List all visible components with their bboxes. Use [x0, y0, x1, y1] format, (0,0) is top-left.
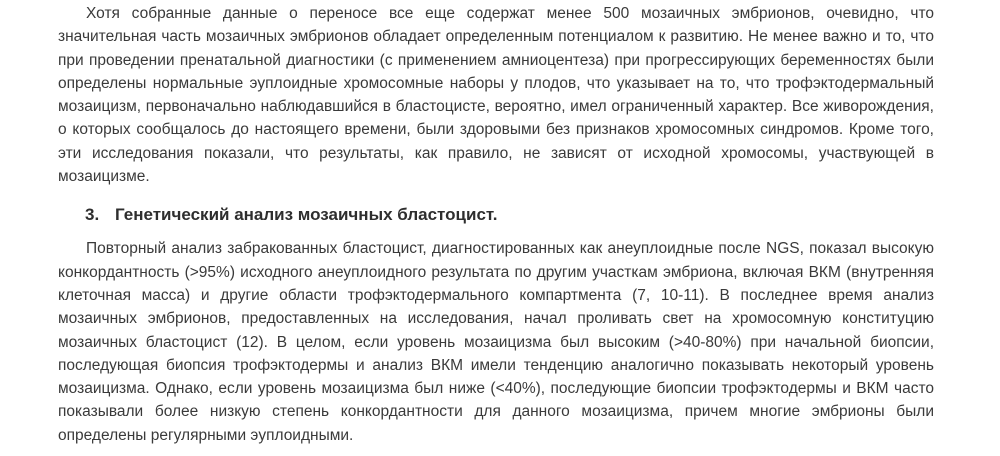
- section-heading: [58, 204, 934, 226]
- document-page: [58, 0, 934, 447]
- body-paragraph: Повторный анализ забракованных бластоцист, диагностированных как анеуплоидные после NGS, показал высокую конкордантность (>95%) исходного анеуплоидного результата по другим участкам эмбриона, включая ВКМ (внутренняя клеточная масса) и другие области трофэктодермального компартмента (7, 10-11). В последнее время анализ мозаичных эмбрионов, предоставленных на исследования, начал проливать свет на хромосомную конституцию мозаичных бластоцист (12). В целом, если уровень мозаицизма был высоким (>40-80%) при начальной биопсии, последующая биопсия трофэктодермы и анализ ВКМ имели тенденцию аналогично показывать некоторый уровень мозаицизма. Однако, если уровень мозаицизма был ниже (<40%), последующие биопсии трофэктодермы и ВКМ часто показывали более низкую степень конкордантности для данного мозаицизма, причем многие эмбрионы были определены регулярными эуплоидными.: [58, 240, 934, 444]
- section-number: 3.: [85, 205, 100, 225]
- body-paragraph: Хотя собранные данные о переносе все еще содержат менее 500 мозаичных эмбрионов, очевидно, что значительная часть мозаичных эмбрионов обладает определенным потенциалом к развитию. Не менее важно и то, что при проведении пренатальной диагностики (с применением амниоцентеза) при прогрессирующих беременностях были определены нормальные эуплоидные хромосомные наборы у плодов, что указывает на то, что трофэктодермальный мозаицизм, первоначально наблюдавшийся в бластоцисте, вероятно, имел ограниченный характер. Все живорождения, о которых сообщалось до настоящего времени, были здоровыми без признаков хромосомных синдромов. Кроме того, эти исследования показали, что результаты, как правило, не зависят от исходной хромосомы, участвующей в мозаицизме.: [58, 5, 934, 186]
- section-title: Генетический анализ мозаичных бластоцист.: [115, 205, 498, 225]
